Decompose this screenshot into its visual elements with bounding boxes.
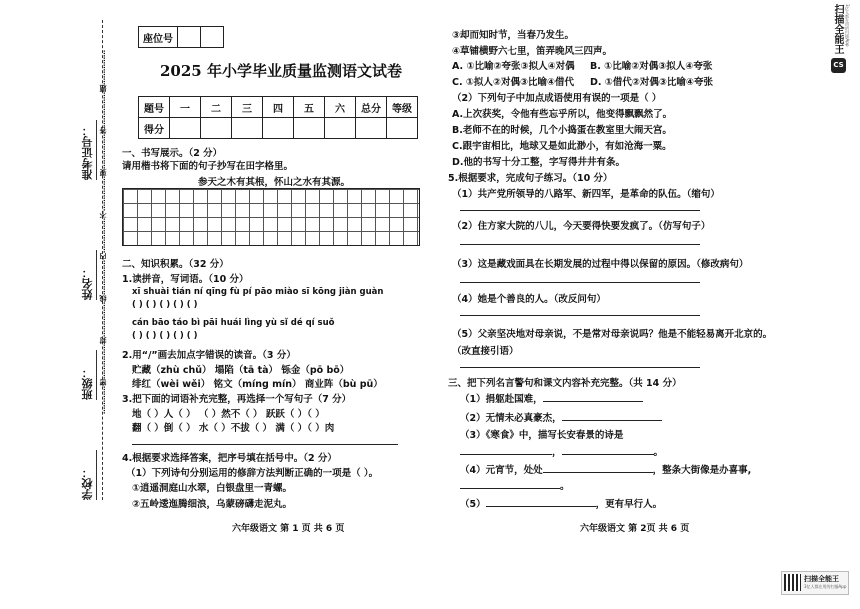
idiom-option-c[interactable]: C.跟宇宙相比，地球又是如此渺小，有如沧海一粟。 xyxy=(452,141,672,152)
sentence-answer-line[interactable] xyxy=(132,444,398,445)
question-3: 3.把下面的词语补充完整，再选择一个写句子（7 分） xyxy=(122,394,352,405)
option-c[interactable]: C. ①拟人②对偶③比喻④借代 xyxy=(452,77,575,88)
name-label: 姓名： xyxy=(80,250,97,300)
question-2: 2.用“/”画去加点字错误的读音。（3 分） xyxy=(122,350,296,361)
score-header: 三 xyxy=(232,97,263,118)
poem-fill-4-text-b: ，整条大街像是办喜事, xyxy=(652,465,752,476)
pinyin-row-1: xī shuài tián ní qīng fù pí pāo miào sī kōng jiàn guàn xyxy=(132,287,384,297)
score-cell[interactable] xyxy=(387,118,418,139)
score-header: 一 xyxy=(170,97,201,118)
section-2-heading: 二、知识积累。（32 分） xyxy=(122,259,229,270)
score-cell[interactable] xyxy=(356,118,387,139)
answer-line[interactable] xyxy=(460,244,700,245)
question-5: 5.根据要求，完成句子练习。（10 分） xyxy=(448,173,613,184)
brand-slogan: 3亿人都在用的扫描App xyxy=(845,4,850,47)
idiom-option-a[interactable]: A.上次获奖，令他有些忘乎所以，他变得飘飘然了。 xyxy=(452,109,673,120)
poem-line-d: ④草铺横野六七里，笛弄晚风三四声。 xyxy=(452,46,613,57)
score-table xyxy=(138,96,418,139)
question-4: 4.根据要求选择答案，把序号填在括号中。（2 分） xyxy=(122,453,337,464)
poem-fill-5-text-b: ，更有早行人。 xyxy=(595,499,663,510)
page-footer-right: 六年级语文 第 2页 共 6 页 xyxy=(580,524,690,534)
answer-line[interactable] xyxy=(460,315,700,316)
score-cell[interactable] xyxy=(263,118,294,139)
poem-fill-5-text-a: （5） xyxy=(460,499,486,510)
exam-no-label: 准考证号： xyxy=(80,120,97,180)
qr-code-icon xyxy=(784,574,801,591)
question-5-2: （2）住方家大院的八儿，今天要得快要发疯了。（仿写句子） xyxy=(452,221,711,232)
seat-number-table xyxy=(138,26,224,48)
score-cell[interactable] xyxy=(170,118,201,139)
idiom-option-b[interactable]: B.老师不在的时候，几个小捣蛋在教室里大闹天宫。 xyxy=(452,125,672,136)
score-header: 四 xyxy=(263,97,294,118)
scanner-qr-badge xyxy=(781,571,849,595)
fill-blank[interactable] xyxy=(562,420,662,421)
poem-fill-5 xyxy=(460,496,662,510)
poem-fill-2-text: （2）无情未必真豪杰， xyxy=(460,413,562,424)
score-header: 六 xyxy=(325,97,356,118)
seat-label: 座位号 xyxy=(139,27,178,48)
poem-line-b: ②五岭逶迤腾细浪，乌蒙磅礴走泥丸。 xyxy=(132,499,293,510)
score-cell[interactable] xyxy=(232,118,263,139)
idiom-row-2[interactable]: 翻（ ）倒（ ） 水（ ）不拔（ ） 满（ ）（ ）肉 xyxy=(132,423,335,434)
scanner-brand-watermark xyxy=(826,2,854,88)
score-header: 等级 xyxy=(387,97,418,118)
poem-fill-4-text-a: （4）元宵节，处处 xyxy=(460,465,543,476)
score-header: 题号 xyxy=(139,97,170,118)
copy-sentence: 参天之木有其根，怀山之水有其源。 xyxy=(198,177,351,188)
option-b[interactable]: B. ①比喻②对偶③拟人④夸张 xyxy=(590,61,713,72)
class-label: 班级： xyxy=(80,350,97,400)
poem-fill-3-blanks: ， 。 xyxy=(460,444,663,458)
answer-brackets-1[interactable]: ( ) ( ) ( ) ( ) ( ) xyxy=(132,300,198,310)
question-5-1: （1）共产党所领导的八路军、新四军，是革命的队伍。（缩句） xyxy=(452,189,720,200)
poem-fill-1-text: （1）捐躯赴国难， xyxy=(460,394,543,405)
page-footer-left: 六年级语文 第 1 页 共 6 页 xyxy=(232,524,345,534)
poem-fill-2 xyxy=(460,410,662,424)
answer-brackets-2[interactable]: ( ) ( ) ( ) ( ) ( ) xyxy=(132,331,198,341)
brand-name: 扫描全能王 xyxy=(832,4,843,54)
option-a[interactable]: A. ①比喻②夸张③拟人④对偶 xyxy=(452,61,575,72)
cs-logo-icon: CS xyxy=(831,58,846,73)
fill-blank[interactable] xyxy=(562,454,654,455)
fill-blank[interactable] xyxy=(543,401,643,402)
poem-line-c: ③却而知时节，当春乃发生。 xyxy=(452,30,575,41)
qr-brand-slogan: 3亿人都在用的扫描App xyxy=(804,584,847,589)
score-header: 总分 xyxy=(356,97,387,118)
poem-line-a: ①逍遥洞庭山水翠，白银盘里一青螺。 xyxy=(132,483,293,494)
fill-blank[interactable] xyxy=(543,472,653,473)
question-5-3: （3）这是藏戏面具在长期发展的过程中得以保留的原因。（修改病句） xyxy=(452,259,749,270)
score-header: 二 xyxy=(201,97,232,118)
seat-box[interactable] xyxy=(178,27,201,48)
poem-fill-3: （3）《寒食》中，描写长安春景的诗是 xyxy=(460,430,624,441)
score-header-row xyxy=(139,97,418,118)
question-4-1: （1）下列诗句分别运用的修辞方法判断正确的一项是（ ）。 xyxy=(126,468,379,479)
tianzi-grid[interactable] xyxy=(122,188,420,246)
section-1-heading: 一、书写展示。（2 分） xyxy=(122,148,223,159)
fill-blank[interactable] xyxy=(460,454,552,455)
section-1-instruction: 请用楷书将下面的句子抄写在田字格里。 xyxy=(122,161,294,172)
score-row xyxy=(139,118,418,139)
score-cell[interactable] xyxy=(325,118,356,139)
idiom-option-d[interactable]: D.他的书写十分工整，字写得井井有条。 xyxy=(452,157,625,168)
qr-brand-name: 扫描全能王 xyxy=(804,575,839,583)
poem-fill-4-blank-line: 。 xyxy=(460,478,570,492)
idiom-row-1[interactable]: 地（ ）人（ ） （ ）然不（ ） 跃跃（ ）（ ） xyxy=(132,409,325,420)
fill-blank[interactable] xyxy=(460,488,560,489)
section-3-heading: 三、把下列名言警句和课文内容补充完整。（共 14 分） xyxy=(448,378,682,389)
question-5-5: （5）父亲坚决地对母亲说，不是常对母亲说吗？他是不能轻易离开北京的。 xyxy=(452,329,773,340)
answer-line[interactable] xyxy=(460,210,700,211)
question-5-4: （4）她是个善良的人。（改反问句） xyxy=(452,294,606,305)
answer-line[interactable] xyxy=(460,367,700,368)
score-cell[interactable] xyxy=(201,118,232,139)
option-d[interactable]: D. ①借代②对偶③比喻④夸张 xyxy=(590,77,713,88)
pinyin-row-2: cán bāo táo bì pāi huái lìng yù sǐ dé qí suǒ xyxy=(132,318,335,328)
question-4-2: （2）下列句子中加点成语使用有误的一项是（ ） xyxy=(452,93,662,104)
seal-text: …………密……………封……………线……………内……………不……………要……………答……………题…………… xyxy=(99,50,107,414)
score-cell[interactable] xyxy=(294,118,325,139)
school-label: 学校： xyxy=(80,450,97,500)
poem-fill-1 xyxy=(460,391,643,405)
reading-row-2: 绯红（wèi wěi） 铭文（míng mín） 商业阵（bù pū） xyxy=(132,379,383,390)
answer-line[interactable] xyxy=(460,282,700,283)
reading-row-1: 贮藏（zhù chǔ） 塌陷（tā tà） 铄金（pō bō） xyxy=(132,365,350,376)
score-row-label: 得分 xyxy=(139,118,170,139)
binding-strip xyxy=(66,20,114,500)
score-header: 五 xyxy=(294,97,325,118)
question-1: 1.读拼音，写词语。（10 分） xyxy=(122,274,249,285)
poem-fill-4 xyxy=(460,462,751,476)
seat-box[interactable] xyxy=(201,27,224,48)
fill-blank[interactable] xyxy=(486,506,596,507)
exam-title: 2025 年小学毕业质量监测语文试卷 xyxy=(160,62,402,80)
question-5-5-instruction: （改直接引语） xyxy=(452,346,519,357)
